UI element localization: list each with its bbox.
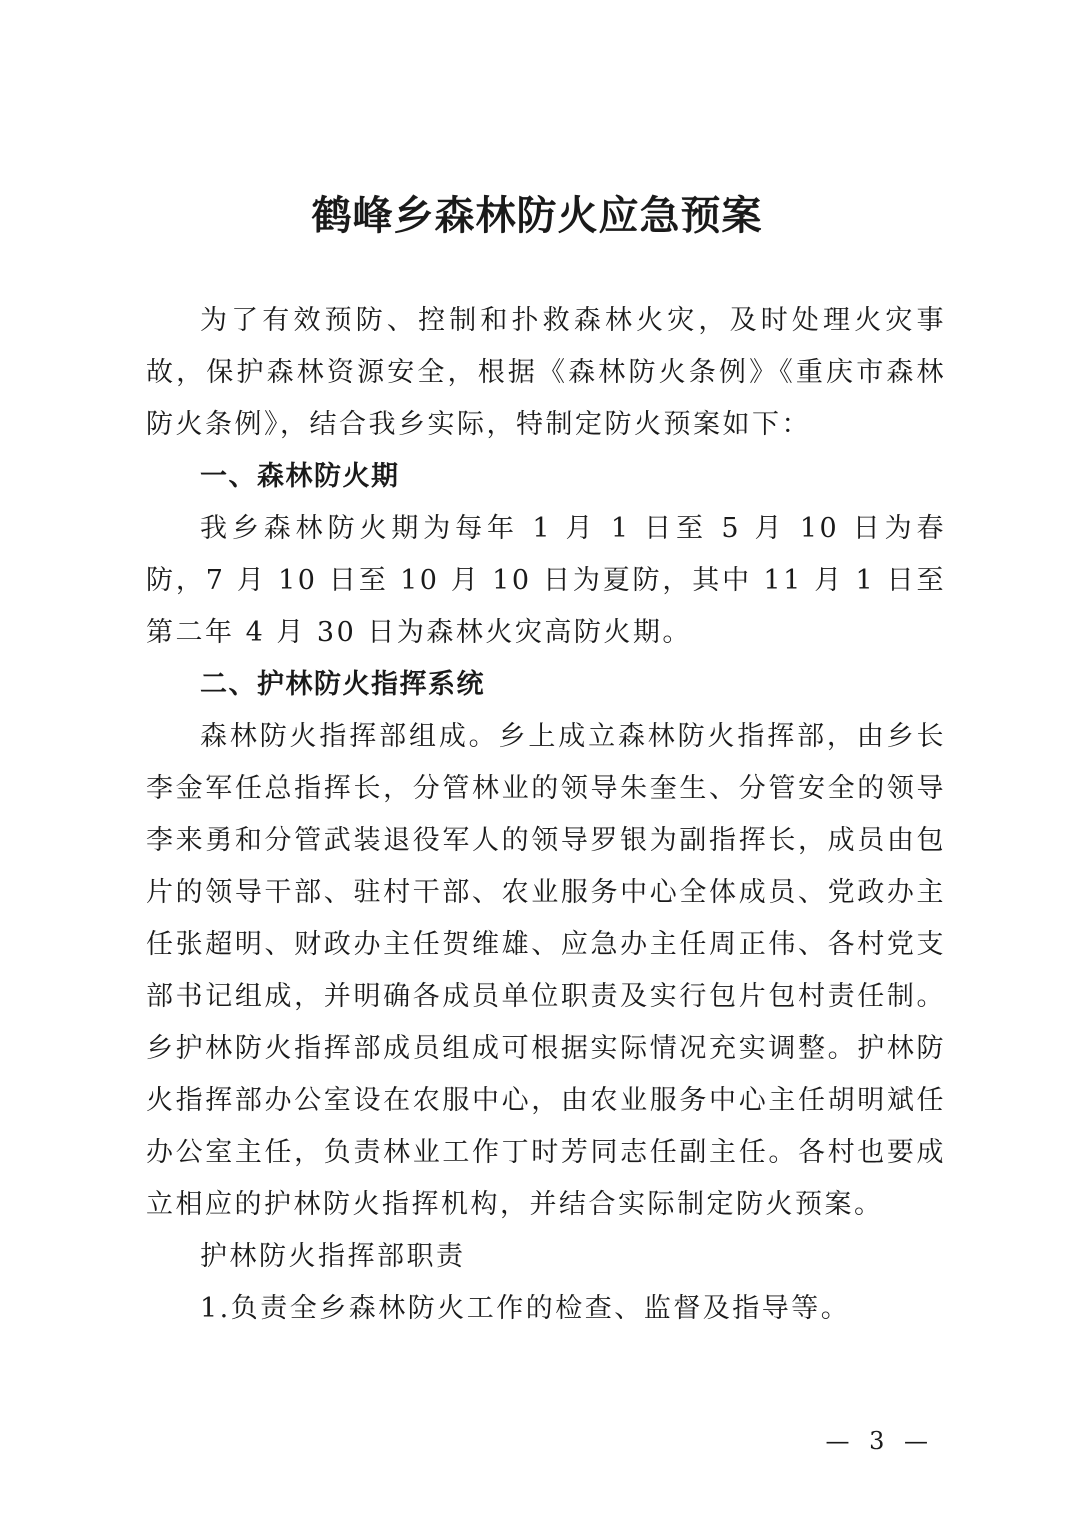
page-number: — 3 — <box>825 1427 934 1455</box>
duty-item-1: 1.负责全乡森林防火工作的检查、监督及指导等。 <box>200 1293 851 1324</box>
section-heading-command-system: 二、护林防火指挥系统 <box>200 669 485 700</box>
command-system-paragraph: 森林防火指挥部组成。乡上成立森林防火指挥部，由乡长李金军任总指挥长，分管林业的领导朱奎生、分管安全的领导李来勇和分管武装退役军人的领导罗银为副指挥长，成员由包片的领导干部、驻村干部、农业服务中心全体成员、党政办主任张超明、财政办主任贺维雄、应急办主任周正伟、各村党支部书记组成，并明确各成员单位职责及实行包片包村责任制。乡护林防火指挥部成员组成可根据实际情况充实调整。护林防火指挥部办公室设在农服中心，由农业服务中心主任胡明斌任办公室主任，负责林业工作丁时芳同志任副主任。各村也要成立相应的护林防火指挥机构，并结合实际制定防火预案。 <box>146 721 946 1220</box>
section-heading-fire-season: 一、森林防火期 <box>200 461 400 492</box>
document-title: 鹤峰乡森林防火应急预案 <box>311 192 763 239</box>
intro-paragraph: 为了有效预防、控制和扑救森林火灾，及时处理火灾事故，保护森林资源安全，根据《森林防火条例》《重庆市森林防火条例》，结合我乡实际，特制定防火预案如下： <box>146 305 946 440</box>
document-body <box>146 295 946 1335</box>
fire-season-paragraph: 我乡森林防火期为每年 1 月 1 日至 5 月 10 日为春防，7 月 10 日至 10 月 10 日为夏防，其中 11 月 1 日至第二年 4 月 30 日为森林火灾高防火期。 <box>146 513 946 648</box>
duties-heading: 护林防火指挥部职责 <box>200 1241 466 1272</box>
